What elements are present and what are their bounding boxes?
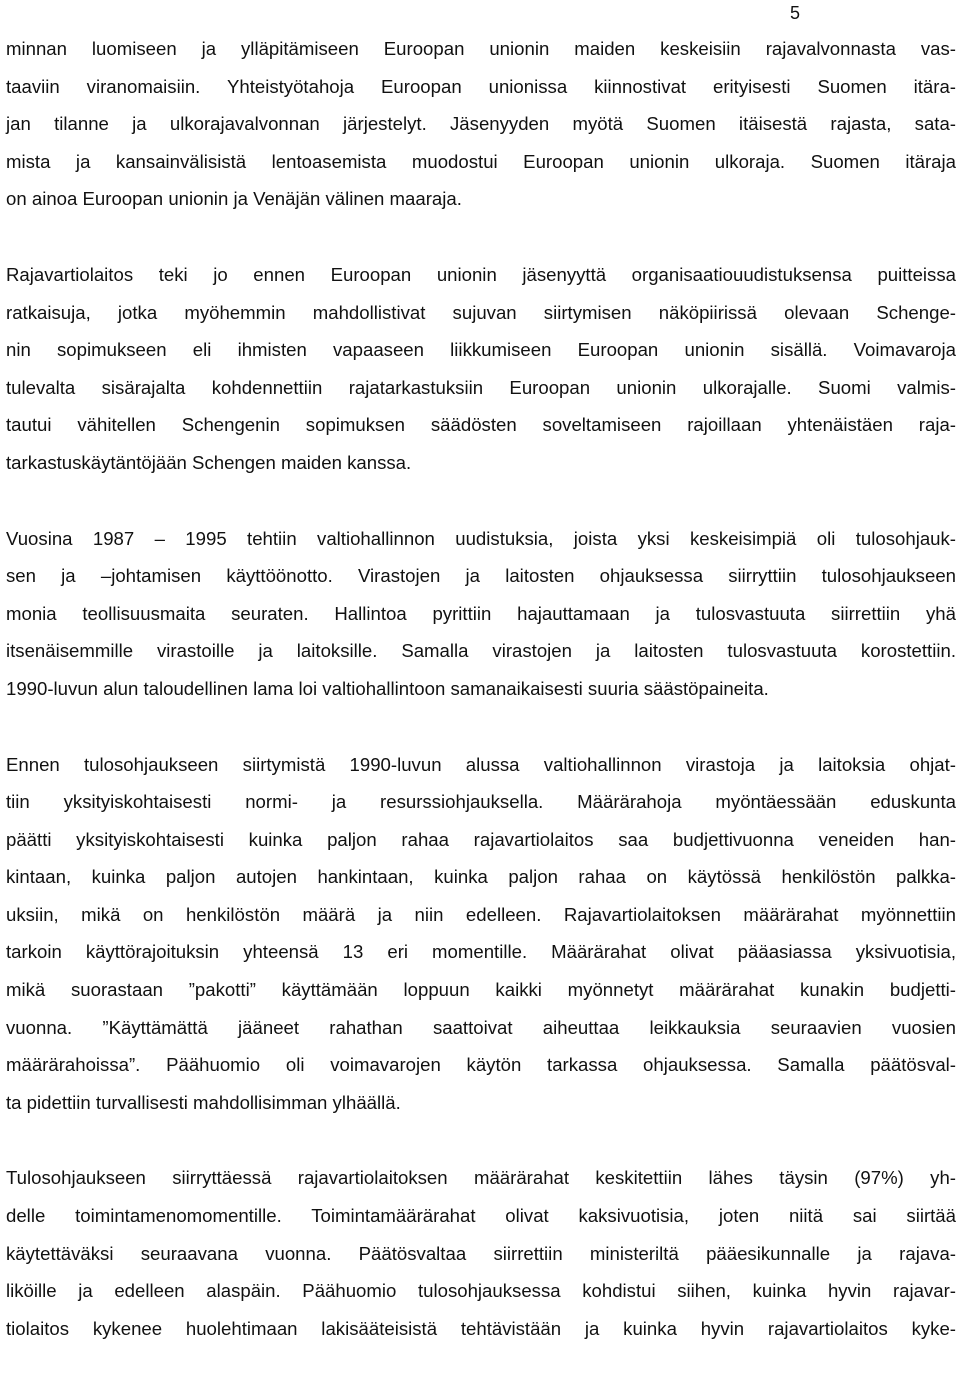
text-line: nin sopimukseen eli ihmisten vapaaseen liikkumiseen Euroopan unionin sisällä. Voimavaroja [6, 339, 956, 361]
text-line: tiin yksityiskohtaisesti normi- ja resurssiohjauksella. Määrärahoja myöntäessään eduskunta [6, 791, 956, 813]
text-line: minnan luomiseen ja ylläpitämiseen Euroopan unionin maiden keskeisiin rajavalvonnasta vas- [6, 38, 956, 59]
text-line: tulevalta sisärajalta kohdennettiin rajatarkastuksiin Euroopan unionin ulkorajalle. Suomi valmis- [6, 376, 956, 398]
text-line: Rajavartiolaitos teki jo ennen Euroopan unionin jäsenyyttä organisaatiouudistuksensa puitteissa [6, 263, 956, 285]
text-line: Vuosina 1987 – 1995 tehtiin valtiohallinnon uudistuksia, joista yksi keskeisimpiä oli tulosohjauk- [6, 527, 956, 549]
text-line: tautui vähitellen Schengenin sopimuksen säädösten soveltamiseen rajoillaan yhtenäistäen raja- [6, 414, 956, 436]
text-line: käytettäväksi seuraavana vuonna. Päätösvaltaa siirrettiin ministeriltä pääesikunnalle ja rajava- [6, 1242, 956, 1264]
text-line: monia teollisuusmaita seuraten. Hallintoa pyrittiin hajauttamaan ja tulosvastuuta siirrettiin yhä [6, 602, 956, 624]
paragraph [6, 520, 956, 708]
text-line: mista ja kansainvälisistä lentoasemista muodostui Euroopan unionin ulkoraja. Suomen itäraja [6, 150, 956, 172]
text-line: vuonna. ”Käyttämättä jääneet rahathan saattoivat aiheuttaa leikkauksia seuraavien vuosien [6, 1016, 956, 1038]
text-line: kintaan, kuinka paljon autojen hankintaan, kuinka paljon rahaa on käytössä henkilöstön palkka- [6, 866, 956, 888]
text-line: jan tilanne ja ulkorajavalvonnan järjestelyt. Jäsenyyden myötä Suomen itäisestä rajasta, sata- [6, 113, 956, 135]
text-line: päätti yksityiskohtaisesti kuinka paljon rahaa rajavartiolaitos saa budjettivuonna veneiden han- [6, 828, 956, 850]
paragraph [6, 1159, 956, 1347]
text-line: liköille ja edelleen alaspäin. Päähuomio tulosohjauksessa kohdistui siihen, kuinka hyvin rajavar- [6, 1280, 956, 1302]
document-body [6, 30, 956, 1385]
page-number: 5 [789, 3, 800, 23]
text-line: sen ja –johtamisen käyttöönotto. Virastojen ja laitosten ohjauksessa siirryttiin tulosohjaukseen [6, 565, 956, 587]
text-line: on ainoa Euroopan unionin ja Venäjän välinen maaraja. [6, 188, 462, 210]
text-line: ta pidettiin turvallisesti mahdollisimman ylhäällä. [6, 1091, 401, 1113]
paragraph [6, 746, 956, 1122]
text-line: määrärahoissa”. Päähuomio oli voimavarojen käytön tarkassa ohjauksessa. Samalla päätösval- [6, 1054, 956, 1076]
text-line: mikä suorastaan ”pakotti” käyttämään loppuun kaikki myönnetyt määrärahat kunakin budjetti- [6, 979, 956, 1001]
paragraph [6, 30, 956, 218]
text-line: tiolaitos kykenee huolehtimaan lakisääteisistä tehtävistään ja kuinka hyvin rajavartiolaitos kyke- [6, 1317, 956, 1339]
paragraph [6, 256, 956, 482]
text-line: delle toimintamenomomentille. Toimintamäärärahat olivat kaksivuotisia, joten niitä sai siirtää [6, 1205, 956, 1227]
text-line: 1990-luvun alun taloudellinen lama loi valtiohallintoon samanaikaisesti suuria säästöpaineita. [6, 677, 769, 699]
text-line: uksiin, mikä on henkilöstön määrä ja niin edelleen. Rajavartiolaitoksen määrärahat myönnettiin [6, 903, 956, 925]
text-line: tarkastuskäytäntöjään Schengen maiden kanssa. [6, 451, 412, 473]
text-line: ratkaisuja, jotka myöhemmin mahdollistivat sujuvan siirtymisen näköpiirissä olevaan Schenge- [6, 301, 956, 323]
text-line: Ennen tulosohjaukseen siirtymistä 1990-luvun alussa valtiohallinnon virastoja ja laitoksia ohjat- [6, 753, 956, 775]
text-line: Tulosohjaukseen siirryttäessä rajavartiolaitoksen määrärahat keskitettiin lähes täysin (97%) yh- [6, 1167, 956, 1189]
text-line: taaviin viranomaisiin. Yhteistyötahoja Euroopan unionissa kiinnostivat erityisesti Suomen itära- [6, 75, 956, 97]
text-line: itsenäisemmille virastoille ja laitoksille. Samalla virastojen ja laitosten tulosvastuuta korostettiin. [6, 640, 956, 662]
text-line: tarkoin käyttörajoituksin yhteensä 13 eri momentille. Määrärahat olivat pääasiassa yksivuotisia, [6, 941, 956, 963]
